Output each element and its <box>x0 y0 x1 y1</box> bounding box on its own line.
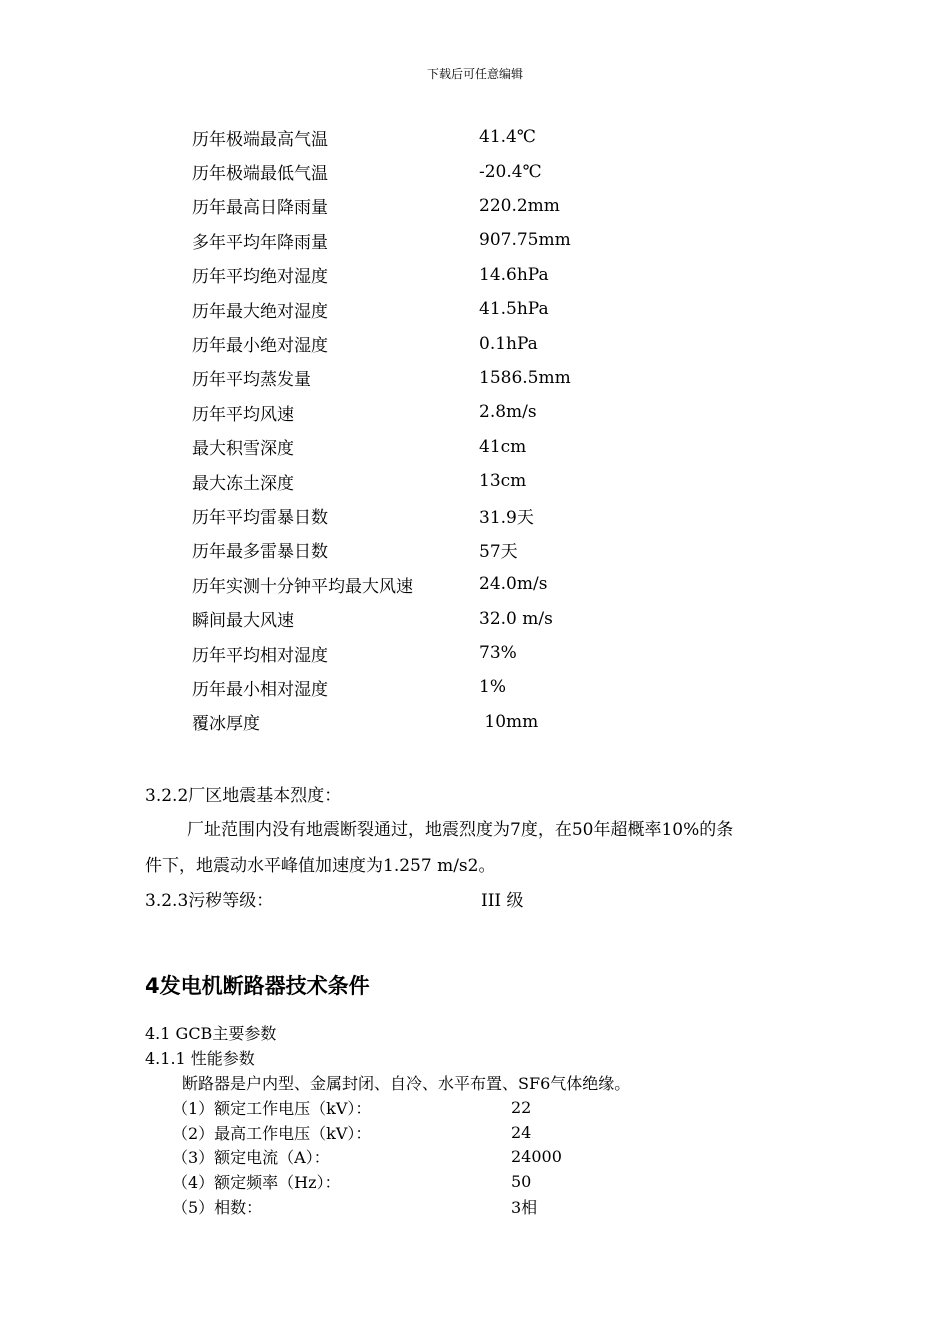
chapter-4-title: 4发电机断路器技术条件 <box>145 974 370 998</box>
param-value: 22 <box>511 1097 532 1117</box>
climate-value: 73% <box>479 643 517 664</box>
climate-value: 0.1hPa <box>479 333 538 354</box>
climate-label: 历年平均风速 <box>192 404 294 425</box>
climate-row <box>192 464 692 498</box>
page-header: 下载后可任意编辑 <box>426 67 523 81</box>
param-row <box>172 1194 672 1219</box>
section-322-paragraph-line2: 件下，地震动水平峰值加速度为1.257 m/s2。 <box>145 856 496 876</box>
climate-label: 历年实测十分钟平均最大风速 <box>192 576 413 597</box>
param-value: 24000 <box>511 1147 562 1167</box>
climate-value: 2.8m/s <box>479 402 537 423</box>
climate-label: 历年平均绝对湿度 <box>192 267 328 288</box>
param-row <box>172 1095 672 1120</box>
breaker-intro: 断路器是户内型、金属封闭、自冷、水平布置、SF6气体绝缘。 <box>182 1074 631 1093</box>
climate-label: 多年平均年降雨量 <box>192 232 328 253</box>
climate-row <box>192 189 692 223</box>
param-value: 3相 <box>511 1198 538 1218</box>
climate-label: 瞬间最大风速 <box>192 611 294 632</box>
param-label: （3）额定电流（A）： <box>172 1148 330 1168</box>
climate-value: 41cm <box>479 436 527 457</box>
climate-row <box>192 430 692 464</box>
section-322-heading: 3.2.2厂区地震基本烈度： <box>145 786 342 806</box>
param-row <box>172 1145 672 1170</box>
climate-label: 历年最大绝对湿度 <box>192 301 328 322</box>
climate-label: 历年极端最高气温 <box>192 129 328 150</box>
climate-row <box>192 670 692 704</box>
climate-label: 最大积雪深度 <box>192 439 294 460</box>
section-411-heading: 4.1.1 性能参数 <box>145 1049 255 1068</box>
climate-row <box>192 292 692 326</box>
section-322-paragraph-line1: 厂址范围内没有地震断裂通过，地震烈度为7度，在50年超概率10%的条 <box>187 820 734 840</box>
param-label: （5）相数： <box>172 1198 263 1218</box>
climate-value: 31.9天 <box>479 507 534 528</box>
section-323-value: III 级 <box>481 891 524 911</box>
section-323-label: 3.2.3污秽等级： <box>145 891 274 911</box>
param-label: （1）额定工作电压（kV）： <box>172 1098 372 1118</box>
param-row <box>172 1120 672 1145</box>
param-value: 24 <box>511 1122 532 1142</box>
climate-row <box>192 567 692 601</box>
climate-value: 14.6hPa <box>479 264 549 285</box>
climate-label: 历年最小相对湿度 <box>192 679 328 700</box>
param-value: 50 <box>511 1172 532 1192</box>
climate-value: 57天 <box>479 542 518 563</box>
climate-value: 907.75mm <box>479 230 571 251</box>
climate-value: 41.4℃ <box>479 127 536 148</box>
climate-value: -20.4℃ <box>479 161 542 182</box>
climate-row <box>192 395 692 429</box>
gcb-parameter-list <box>172 1095 672 1219</box>
climate-row <box>192 601 692 635</box>
climate-label: 历年平均雷暴日数 <box>192 507 328 528</box>
climate-value: 10mm <box>479 711 539 732</box>
climate-label: 历年最高日降雨量 <box>192 198 328 219</box>
climate-label: 覆冰厚度 <box>192 714 260 735</box>
climate-label: 历年平均相对湿度 <box>192 645 328 666</box>
climate-label: 历年极端最低气温 <box>192 164 328 185</box>
climate-value: 13cm <box>479 471 527 492</box>
climate-label: 历年最多雷暴日数 <box>192 542 328 563</box>
climate-value: 41.5hPa <box>479 299 549 320</box>
climate-row <box>192 705 692 739</box>
climate-value: 24.0m/s <box>479 574 548 595</box>
climate-value: 32.0 m/s <box>479 608 553 629</box>
param-label: （4）额定频率（Hz）： <box>172 1173 341 1193</box>
climate-row <box>192 326 692 360</box>
climate-label: 历年平均蒸发量 <box>192 370 311 391</box>
climate-value: 1586.5mm <box>479 367 571 388</box>
param-row <box>172 1169 672 1194</box>
climate-label: 历年最小绝对湿度 <box>192 336 328 357</box>
climate-parameter-list <box>192 120 692 739</box>
param-label: （2）最高工作电压（kV）： <box>172 1123 372 1143</box>
climate-row <box>192 120 692 154</box>
climate-row <box>192 498 692 532</box>
climate-value: 1% <box>479 677 506 698</box>
climate-value: 220.2mm <box>479 195 560 216</box>
climate-row <box>192 361 692 395</box>
section-41-heading: 4.1 GCB主要参数 <box>145 1024 277 1043</box>
climate-row <box>192 258 692 292</box>
climate-row <box>192 636 692 670</box>
climate-label: 最大冻土深度 <box>192 473 294 494</box>
climate-row <box>192 223 692 257</box>
climate-row <box>192 154 692 188</box>
climate-row <box>192 533 692 567</box>
